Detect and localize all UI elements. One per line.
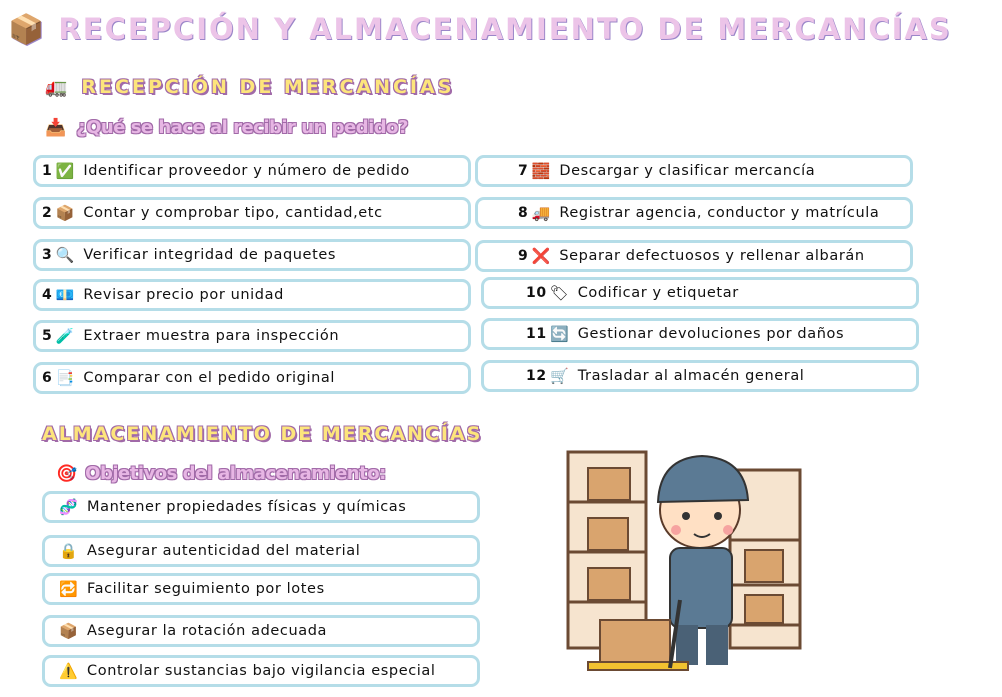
step-item (475, 197, 913, 229)
objective-text: Asegurar autenticidad del material (87, 543, 361, 559)
page-title: 📦 RECEPCIÓN Y ALMACENAMIENTO DE MERCANCÍAS (8, 12, 952, 46)
storage-heading: ALMACENAMIENTO DE MERCANCÍAS (42, 423, 483, 445)
step-item (33, 155, 471, 187)
repeat-icon: 🔁 (59, 580, 79, 598)
dna-icon: 🧬 (59, 498, 79, 516)
step-text: Trasladar al almacén general (577, 368, 805, 384)
reception-question: 📥 ¿Qué se hace al recibir un pedido? (45, 117, 408, 138)
step-number: 1 (42, 163, 53, 179)
step-number: 6 (42, 370, 53, 386)
step-item (33, 279, 471, 311)
package-icon: 📦 (59, 622, 79, 640)
step-number: 8 (518, 205, 529, 221)
cross-icon: ❌ (531, 247, 551, 265)
warehouse-worker-illustration (560, 440, 810, 690)
step-text: Codificar y etiquetar (577, 285, 739, 301)
objective-item (42, 655, 480, 687)
document-icon: 📑 (55, 369, 75, 387)
truck-icon: 🚚 (531, 204, 551, 222)
step-item (481, 360, 919, 392)
objective-item (42, 491, 480, 523)
money-icon: 💶 (55, 286, 75, 304)
step-number: 4 (42, 287, 53, 303)
step-text: Descargar y clasificar mercancía (559, 163, 816, 179)
step-item (33, 197, 471, 229)
tag-icon: 🏷 (549, 284, 570, 302)
lock-icon: 🔒 (59, 542, 79, 560)
step-item (33, 362, 471, 394)
refresh-icon: 🔄 (550, 325, 570, 343)
step-item (481, 277, 919, 309)
reception-heading: 🚛 RECEPCIÓN DE MERCANCÍAS (45, 76, 455, 98)
step-number: 9 (518, 248, 529, 264)
objective-item (42, 573, 480, 605)
check-icon: ✅ (55, 162, 75, 180)
step-text: Gestionar devoluciones por daños (577, 326, 845, 342)
step-text: Identificar proveedor y número de pedido (83, 163, 410, 179)
step-number: 12 (526, 368, 547, 384)
step-text: Registrar agencia, conductor y matrícula (559, 205, 880, 221)
step-text: Separar defectuosos y rellenar albarán (559, 248, 865, 264)
step-number: 7 (518, 163, 529, 179)
magnifier-icon: 🔍 (55, 246, 75, 264)
step-text: Comparar con el pedido original (83, 370, 336, 386)
step-number: 3 (42, 247, 53, 263)
step-item (475, 155, 913, 187)
objective-item (42, 535, 480, 567)
step-item (475, 240, 913, 272)
bricks-icon: 🧱 (531, 162, 551, 180)
step-item (33, 320, 471, 352)
truck-icon: 🚛 (45, 76, 68, 98)
step-item (481, 318, 919, 350)
step-item (33, 239, 471, 271)
step-number: 2 (42, 205, 53, 221)
objective-item (42, 615, 480, 647)
objective-text: Asegurar la rotación adecuada (87, 623, 328, 639)
objective-text: Controlar sustancias bajo vigilancia especial (87, 663, 436, 679)
test-tube-icon: 🧪 (55, 327, 75, 345)
inbox-icon: 📥 (45, 117, 67, 138)
step-number: 10 (526, 285, 547, 301)
cart-icon: 🛒 (550, 367, 570, 385)
step-text: Contar y comprobar tipo, cantidad,etc (83, 205, 383, 221)
objectives-title: 🎯 Objetivos del almacenamiento: (56, 463, 386, 484)
step-number: 5 (42, 328, 53, 344)
target-icon: 🎯 (56, 463, 78, 484)
objective-text: Facilitar seguimiento por lotes (87, 581, 325, 597)
objective-text: Mantener propiedades físicas y químicas (87, 499, 407, 515)
step-text: Revisar precio por unidad (83, 287, 284, 303)
warning-icon: ⚠️ (59, 662, 79, 680)
step-number: 11 (526, 326, 547, 342)
step-text: Extraer muestra para inspección (83, 328, 340, 344)
package-icon: 📦 (55, 204, 75, 222)
package-icon: 📦 (8, 12, 47, 46)
step-text: Verificar integridad de paquetes (83, 247, 337, 263)
